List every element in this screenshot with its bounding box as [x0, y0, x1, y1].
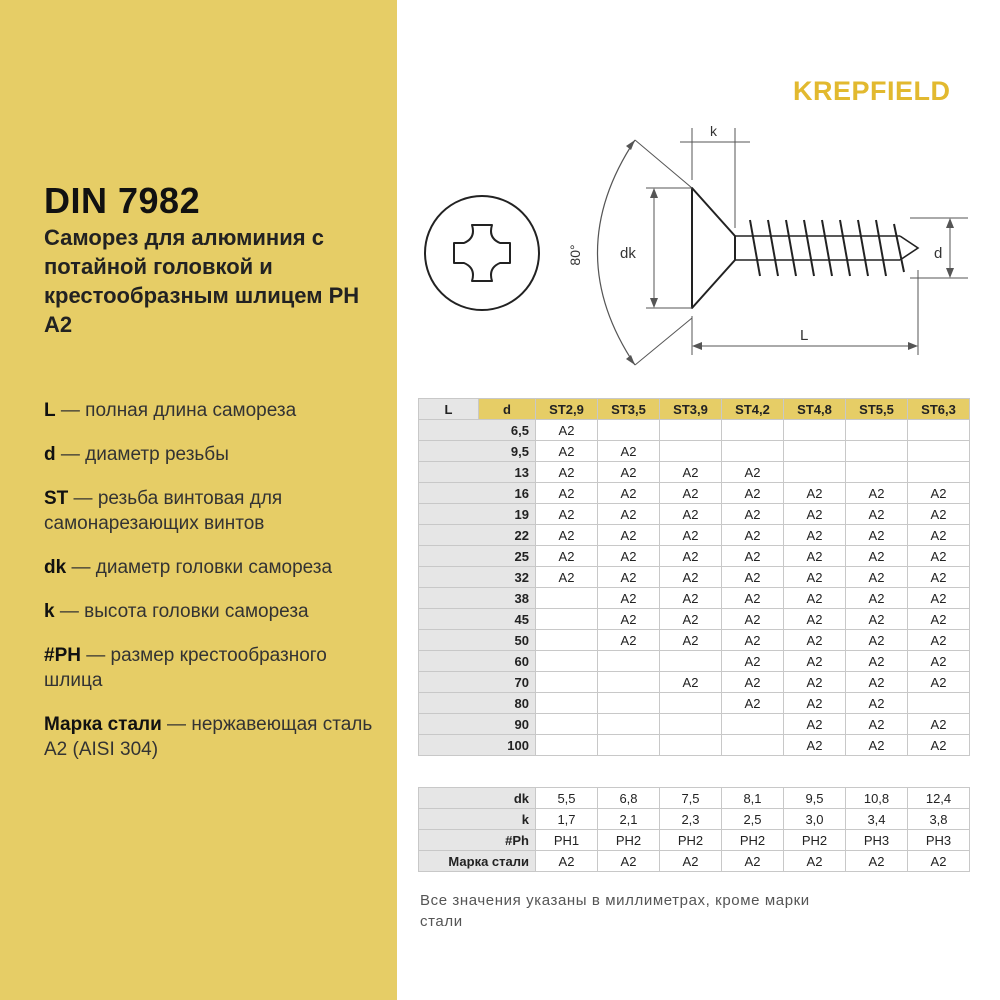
legend-term: Марка стали	[44, 714, 162, 735]
legend-desc: — высота головки самореза	[54, 601, 309, 622]
table-cell	[784, 420, 846, 441]
page-title: DIN 7982	[44, 180, 201, 221]
props-cell: 5,5	[536, 788, 598, 809]
table-cell: A2	[846, 567, 908, 588]
table-cell: A2	[598, 609, 660, 630]
L-label: L	[800, 327, 809, 344]
header-size: ST2,9	[536, 399, 598, 420]
table-cell: A2	[598, 504, 660, 525]
row-length: 60	[419, 651, 536, 672]
legend-term: #PH	[44, 645, 81, 666]
table-row	[419, 462, 970, 483]
props-cell: A2	[908, 851, 970, 872]
table-cell	[536, 693, 598, 714]
table-cell: A2	[722, 525, 784, 546]
header-size: ST3,9	[660, 399, 722, 420]
dk-dimension	[620, 188, 692, 308]
props-cell: PH3	[908, 830, 970, 851]
table-cell: A2	[846, 630, 908, 651]
props-label: k	[419, 809, 536, 830]
table-row	[419, 693, 970, 714]
table-cell: A2	[660, 567, 722, 588]
props-cell: 8,1	[722, 788, 784, 809]
props-cell: 9,5	[784, 788, 846, 809]
table-cell: A2	[784, 693, 846, 714]
table-cell: A2	[598, 588, 660, 609]
legend	[44, 398, 384, 781]
screw-head-top-view	[425, 196, 539, 310]
table-cell	[598, 735, 660, 756]
L-dimension	[692, 270, 918, 355]
table-cell	[846, 462, 908, 483]
table-row	[419, 420, 970, 441]
legend-term: k	[44, 601, 55, 622]
table-cell: A2	[660, 672, 722, 693]
table-cell: A2	[846, 714, 908, 735]
screw-diagram	[410, 110, 970, 390]
table-header-row	[419, 399, 970, 420]
table-cell: A2	[784, 672, 846, 693]
table-cell: A2	[784, 567, 846, 588]
row-length: 70	[419, 672, 536, 693]
props-cell: 1,7	[536, 809, 598, 830]
table-cell: A2	[784, 651, 846, 672]
props-cell: A2	[598, 851, 660, 872]
table-cell: A2	[908, 567, 970, 588]
table-cell	[598, 651, 660, 672]
table-cell	[536, 609, 598, 630]
table-row	[419, 651, 970, 672]
table-cell: A2	[784, 546, 846, 567]
table-cell: A2	[722, 546, 784, 567]
table-cell: A2	[784, 504, 846, 525]
props-cell: 3,0	[784, 809, 846, 830]
table-cell: A2	[784, 483, 846, 504]
table-cell: A2	[598, 441, 660, 462]
legend-desc: — диаметр резьбы	[55, 444, 229, 465]
table-cell: A2	[846, 735, 908, 756]
props-cell: A2	[536, 851, 598, 872]
table-cell	[598, 420, 660, 441]
legend-desc: — резьба винтовая для самонарезающих винтов	[44, 488, 283, 534]
props-cell: A2	[722, 851, 784, 872]
row-length: 45	[419, 609, 536, 630]
table-cell	[660, 735, 722, 756]
table-cell: A2	[784, 609, 846, 630]
legend-item	[44, 442, 384, 467]
table-cell	[598, 693, 660, 714]
props-row	[419, 788, 970, 809]
table-row	[419, 588, 970, 609]
table-cell: A2	[846, 693, 908, 714]
legend-term: d	[44, 444, 56, 465]
table-cell: A2	[846, 483, 908, 504]
table-row	[419, 441, 970, 462]
props-cell: 3,4	[846, 809, 908, 830]
table-cell: A2	[660, 609, 722, 630]
legend-term: L	[44, 400, 56, 421]
props-cell: 10,8	[846, 788, 908, 809]
k-label: k	[710, 123, 717, 139]
page-subtitle: Саморез для алюминия с потайной головкой и крестообразным шлицем PH A2	[44, 225, 360, 337]
props-cell: 2,1	[598, 809, 660, 830]
header-size: ST4,2	[722, 399, 784, 420]
table-cell: A2	[846, 546, 908, 567]
table-cell	[536, 630, 598, 651]
legend-term: dk	[44, 557, 67, 578]
table-cell	[846, 441, 908, 462]
row-length: 50	[419, 630, 536, 651]
row-length: 9,5	[419, 441, 536, 462]
legend-item	[44, 712, 384, 762]
table-row	[419, 504, 970, 525]
props-cell: 2,5	[722, 809, 784, 830]
table-cell: A2	[908, 735, 970, 756]
table-cell: A2	[722, 483, 784, 504]
legend-item	[44, 599, 384, 624]
table-cell: A2	[660, 462, 722, 483]
table-cell	[784, 441, 846, 462]
table-cell: A2	[598, 483, 660, 504]
row-length: 90	[419, 714, 536, 735]
table-row	[419, 672, 970, 693]
header-size: ST5,5	[846, 399, 908, 420]
legend-item	[44, 486, 384, 536]
table-cell: A2	[722, 693, 784, 714]
footnote: Все значения указаны в миллиметрах, кроме марки стали	[420, 892, 810, 930]
row-length: 22	[419, 525, 536, 546]
table-row	[419, 609, 970, 630]
props-cell: PH2	[598, 830, 660, 851]
header-size: ST3,5	[598, 399, 660, 420]
table-cell: A2	[784, 630, 846, 651]
table-cell: A2	[536, 546, 598, 567]
table-cell: A2	[598, 462, 660, 483]
props-cell: A2	[846, 851, 908, 872]
header-L: L	[419, 399, 479, 420]
table-cell: A2	[660, 630, 722, 651]
table-cell	[536, 672, 598, 693]
table-row	[419, 525, 970, 546]
legend-item	[44, 555, 384, 580]
table-cell: A2	[846, 588, 908, 609]
table-cell: A2	[908, 672, 970, 693]
table-cell: A2	[908, 588, 970, 609]
availability-table	[418, 398, 970, 756]
table-cell	[784, 462, 846, 483]
table-cell	[722, 441, 784, 462]
table-row	[419, 735, 970, 756]
dk-label: dk	[620, 245, 636, 262]
props-cell: PH2	[660, 830, 722, 851]
table-cell	[536, 714, 598, 735]
properties-table	[418, 787, 970, 872]
legend-item	[44, 643, 384, 693]
table-cell: A2	[908, 630, 970, 651]
table-row	[419, 546, 970, 567]
table-cell: A2	[908, 504, 970, 525]
table-cell: A2	[660, 546, 722, 567]
props-label: #Ph	[419, 830, 536, 851]
row-length: 100	[419, 735, 536, 756]
props-row	[419, 830, 970, 851]
header-d: d	[479, 399, 536, 420]
row-length: 6,5	[419, 420, 536, 441]
table-cell	[908, 693, 970, 714]
table-row	[419, 567, 970, 588]
table-row	[419, 630, 970, 651]
row-length: 19	[419, 504, 536, 525]
table-row	[419, 483, 970, 504]
table-cell: A2	[846, 525, 908, 546]
table-cell	[908, 441, 970, 462]
legend-desc: — диаметр головки самореза	[66, 557, 333, 578]
row-length: 80	[419, 693, 536, 714]
table-cell: A2	[784, 714, 846, 735]
table-cell: A2	[598, 546, 660, 567]
table-cell: A2	[536, 462, 598, 483]
table-cell	[536, 735, 598, 756]
table-cell	[908, 462, 970, 483]
table-cell: A2	[846, 672, 908, 693]
table-cell	[722, 420, 784, 441]
table-cell: A2	[908, 525, 970, 546]
row-length: 16	[419, 483, 536, 504]
props-cell: PH2	[722, 830, 784, 851]
table-cell	[536, 651, 598, 672]
props-cell: PH3	[846, 830, 908, 851]
table-cell	[536, 588, 598, 609]
table-cell: A2	[536, 441, 598, 462]
table-cell	[660, 651, 722, 672]
table-cell: A2	[784, 588, 846, 609]
table-cell: A2	[784, 735, 846, 756]
table-cell	[660, 420, 722, 441]
table-cell: A2	[908, 651, 970, 672]
table-cell: A2	[846, 504, 908, 525]
table-cell: A2	[722, 672, 784, 693]
table-cell	[908, 420, 970, 441]
table-cell: A2	[908, 609, 970, 630]
props-cell: A2	[784, 851, 846, 872]
props-cell: 6,8	[598, 788, 660, 809]
table-cell: A2	[536, 483, 598, 504]
table-cell: A2	[908, 483, 970, 504]
table-cell	[660, 441, 722, 462]
table-cell: A2	[536, 504, 598, 525]
props-cell: 3,8	[908, 809, 970, 830]
props-label: dk	[419, 788, 536, 809]
legend-desc: — размер крестообразного шлица	[44, 645, 327, 691]
table-cell: A2	[660, 483, 722, 504]
table-cell: A2	[598, 567, 660, 588]
table-cell: A2	[908, 714, 970, 735]
table-cell: A2	[722, 567, 784, 588]
table-cell: A2	[722, 609, 784, 630]
table-cell: A2	[846, 609, 908, 630]
table-cell: A2	[536, 525, 598, 546]
d-label: d	[934, 245, 943, 262]
table-cell: A2	[598, 525, 660, 546]
table-cell	[722, 735, 784, 756]
props-cell: 7,5	[660, 788, 722, 809]
table-cell: A2	[784, 525, 846, 546]
legend-desc: — полная длина самореза	[55, 400, 297, 421]
table-cell: A2	[536, 420, 598, 441]
props-row	[419, 851, 970, 872]
props-cell: 2,3	[660, 809, 722, 830]
header-size: ST4,8	[784, 399, 846, 420]
table-cell: A2	[722, 462, 784, 483]
table-cell	[660, 693, 722, 714]
table-cell: A2	[722, 651, 784, 672]
props-row	[419, 809, 970, 830]
angle-label: 80°	[567, 244, 583, 266]
table-cell: A2	[722, 630, 784, 651]
props-label: Марка стали	[419, 851, 536, 872]
table-cell: A2	[660, 588, 722, 609]
row-length: 38	[419, 588, 536, 609]
table-cell: A2	[660, 504, 722, 525]
row-length: 13	[419, 462, 536, 483]
table-cell	[722, 714, 784, 735]
props-cell: 12,4	[908, 788, 970, 809]
table-cell: A2	[846, 651, 908, 672]
props-cell: PH2	[784, 830, 846, 851]
table-cell: A2	[722, 588, 784, 609]
table-cell	[598, 672, 660, 693]
legend-desc: — нержавеющая сталь А2 (AISI 304)	[44, 714, 373, 760]
header-size: ST6,3	[908, 399, 970, 420]
table-row	[419, 714, 970, 735]
row-length: 25	[419, 546, 536, 567]
brand-logo: KREPFIELD	[793, 76, 951, 106]
table-cell	[660, 714, 722, 735]
table-cell: A2	[908, 546, 970, 567]
table-cell	[598, 714, 660, 735]
table-cell	[846, 420, 908, 441]
legend-item	[44, 398, 384, 423]
screw-side-view	[692, 188, 918, 308]
table-cell: A2	[660, 525, 722, 546]
table-cell: A2	[722, 504, 784, 525]
legend-term: ST	[44, 488, 69, 509]
props-cell: PH1	[536, 830, 598, 851]
props-cell: A2	[660, 851, 722, 872]
row-length: 32	[419, 567, 536, 588]
table-cell: A2	[598, 630, 660, 651]
table-cell: A2	[536, 567, 598, 588]
